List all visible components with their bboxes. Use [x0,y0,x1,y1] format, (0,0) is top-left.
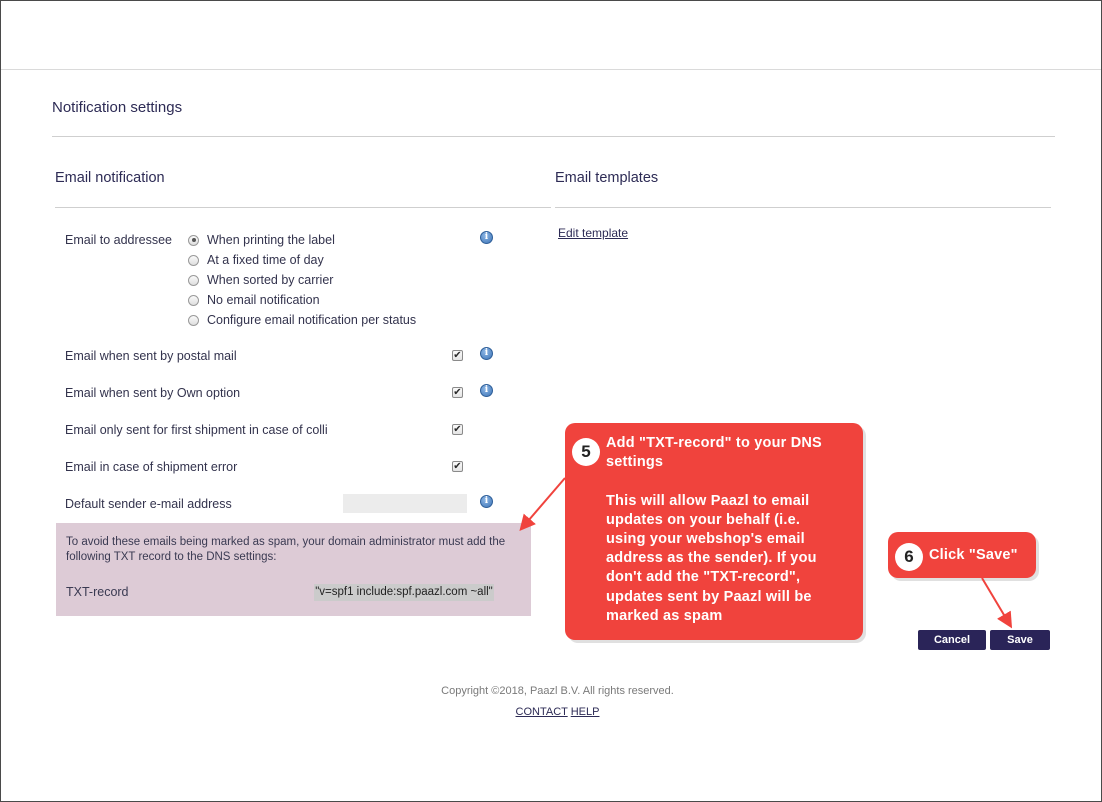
info-icon[interactable]: i [480,347,493,360]
callout-line: don't add the "TXT-record", [606,569,801,586]
radio-label: At a fixed time of day [207,253,324,267]
help-link[interactable]: HELP [570,706,600,718]
email-templates-title: Email templates [555,170,659,186]
first-shipment-checkbox[interactable]: ✔ [453,424,462,435]
save-button[interactable]: Save [990,630,1050,650]
radio-label: When printing the label [207,233,335,247]
own-option-checkbox[interactable]: ✔ [453,387,462,398]
spam-notice-text: To avoid these emails being marked as spam, your domain administrator must add the following TXT record to the DNS settings: [66,536,506,563]
edit-template-link[interactable]: Edit template [558,226,629,240]
footer-links [0,706,1102,718]
cancel-button[interactable]: Cancel [918,630,986,650]
callout-line: This will allow Paazl to email [606,492,810,509]
callout-line: settings [606,454,664,471]
contact-link[interactable]: CONTACT [515,706,568,718]
callout-line: address as the sender). If you [606,550,817,567]
shipment-error-checkbox[interactable]: ✔ [453,461,462,472]
first-shipment-label: Email only sent for first shipment in case of colli [65,423,328,437]
info-icon[interactable]: i [480,231,493,244]
footer-copyright: Copyright ©2018, Paazl B.V. All rights reserved. [441,685,674,697]
radio-label: When sorted by carrier [207,273,334,287]
callout-line: updates on your behalf (i.e. [606,511,801,528]
own-option-label: Email when sent by Own option [65,386,241,400]
callout-line: using your webshop's email [606,531,805,547]
email-notification-title: Email notification [55,170,165,186]
arrow-to-spam-box [522,478,565,528]
info-icon[interactable]: i [480,495,493,508]
page-title: Notification settings [52,99,183,116]
arrow-to-save-button [982,578,1010,625]
callout-number: 6 [895,543,923,571]
txt-record-label: TXT-record [66,585,129,599]
sender-email-label: Default sender e-mail address [65,497,232,511]
callout-number: 5 [572,438,600,466]
postal-mail-checkbox[interactable]: ✔ [453,350,462,361]
callout-line: Add "TXT-record" to your DNS [606,435,822,451]
callout-line: updates sent by Paazl will be [606,588,812,605]
radio-label: Configure email notification per status [207,313,417,327]
callout-line: marked as spam [606,607,723,624]
radio-label: No email notification [207,293,320,307]
addressee-label: Email to addressee [65,233,173,247]
txt-record-value[interactable]: "v=spf1 include:spf.paazl.com ~all" [314,584,494,601]
info-icon[interactable]: i [480,384,493,397]
callout-text: Click "Save" [929,547,1018,563]
shipment-error-label: Email in case of shipment error [65,460,238,474]
postal-mail-label: Email when sent by postal mail [65,349,237,363]
